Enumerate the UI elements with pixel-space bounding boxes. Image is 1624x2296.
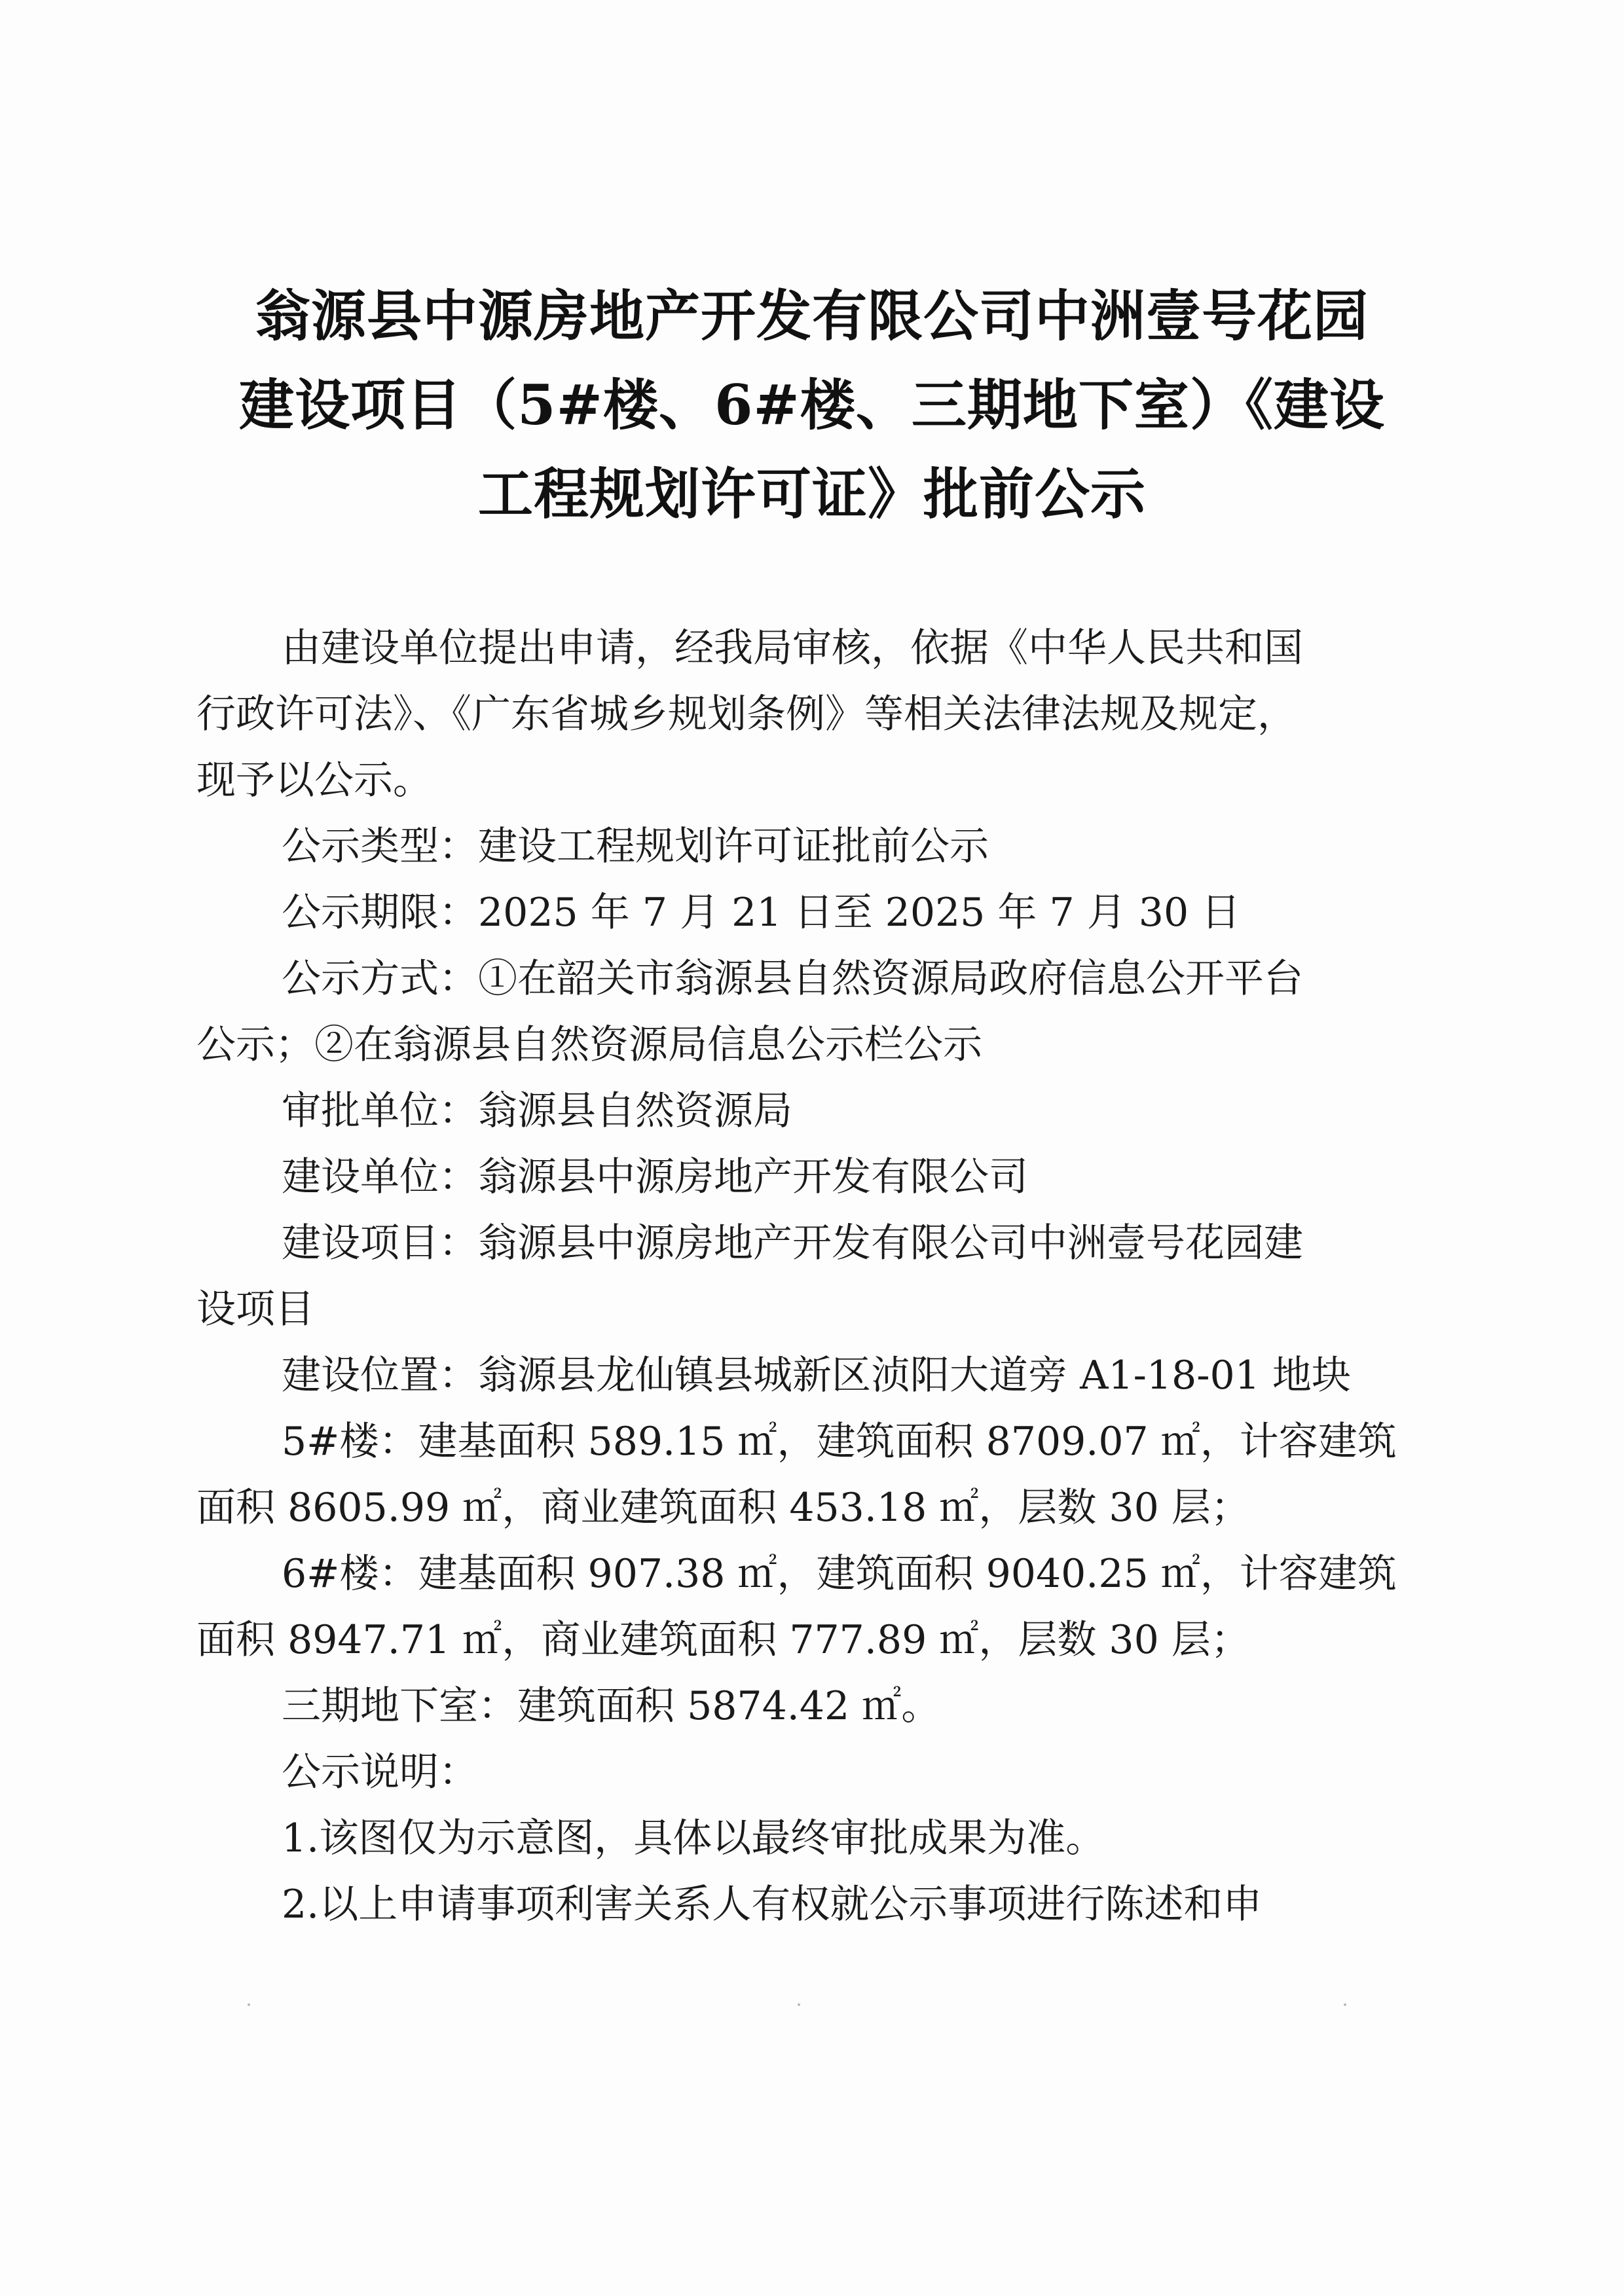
note-1: 1.该图仅为示意图，具体以最终审批成果为准。 xyxy=(282,1815,1105,1861)
scan-speck xyxy=(248,2003,250,2006)
building-5-line-2: 面积 8605.99 ㎡，商业建筑面积 453.18 ㎡，层数 30 层； xyxy=(196,1485,1250,1531)
intro-line-3: 现予以公示。 xyxy=(196,757,432,803)
title-line-3: 工程规划许可证》批前公示 xyxy=(477,462,1146,526)
basement-phase-3: 三期地下室：建筑面积 5874.42 ㎡。 xyxy=(282,1683,941,1729)
building-5-line-1: 5#楼：建基面积 589.15 ㎡，建筑面积 8709.07 ㎡，计容建筑 xyxy=(282,1419,1397,1465)
construction-unit: 建设单位：翁源县中源房地产开发有限公司 xyxy=(282,1154,1028,1200)
project-name-line-1: 建设项目：翁源县中源房地产开发有限公司中洲壹号花园建 xyxy=(282,1220,1303,1266)
notice-period: 公示期限：2025 年 7 月 21 日至 2025 年 7 月 30 日 xyxy=(282,890,1241,936)
intro-line-2: 行政许可法》、《广东省城乡规划条例》等相关法律法规及规定， xyxy=(196,691,1297,737)
page-title xyxy=(196,272,1428,539)
document-body xyxy=(196,615,1428,1938)
notice-method-line-1: 公示方式：①在韶关市翁源县自然资源局政府信息公开平台 xyxy=(282,956,1303,1002)
building-6-line-1: 6#楼：建基面积 907.38 ㎡，建筑面积 9040.25 ㎡，计容建筑 xyxy=(282,1551,1397,1597)
scan-speck xyxy=(1344,2003,1346,2006)
notice-method-line-2: 公示；②在翁源县自然资源局信息公示栏公示 xyxy=(196,1022,982,1068)
notice-type: 公示类型：建设工程规划许可证批前公示 xyxy=(282,824,989,869)
note-2: 2.以上申请事项利害关系人有权就公示事项进行陈述和申 xyxy=(282,1882,1263,1927)
title-line-2: 建设项目（5#楼、6#楼、三期地下室）《建设 xyxy=(239,373,1385,437)
building-6-line-2: 面积 8947.71 ㎡，商业建筑面积 777.89 ㎡，层数 30 层； xyxy=(196,1617,1250,1663)
project-name-line-2: 设项目 xyxy=(196,1286,314,1332)
intro-line-1: 由建设单位提出申请，经我局审核，依据《中华人民共和国 xyxy=(282,625,1303,671)
intro-paragraph xyxy=(196,615,1428,814)
notes-heading: 公示说明： xyxy=(282,1749,478,1795)
title-line-1: 翁源县中源房地产开发有限公司中洲壹号花园 xyxy=(255,283,1369,348)
approving-unit: 审批单位：翁源县自然资源局 xyxy=(282,1088,792,1134)
scan-speck xyxy=(798,2003,800,2006)
project-location: 建设位置：翁源县龙仙镇县城新区浈阳大道旁 A1-18-01 地块 xyxy=(282,1353,1351,1398)
